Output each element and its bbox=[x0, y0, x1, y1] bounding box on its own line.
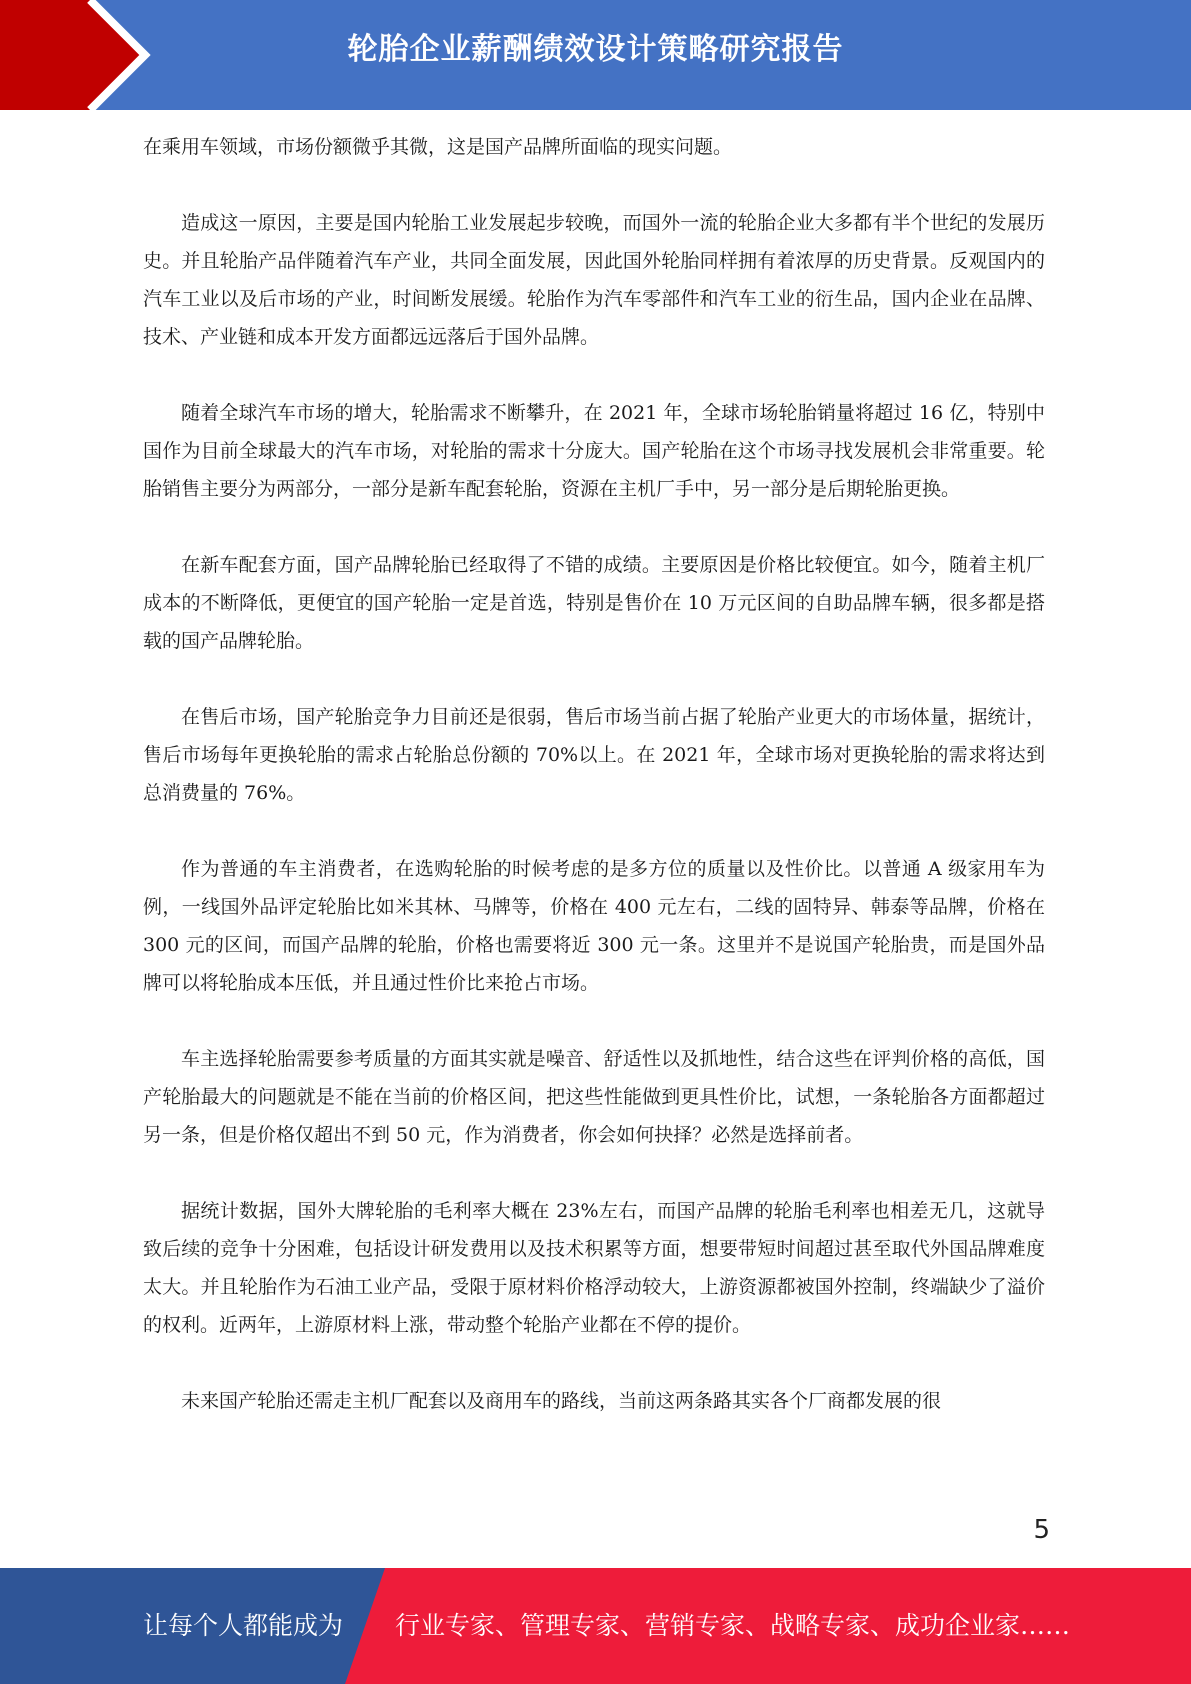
paragraph: 在新车配套方面，国产品牌轮胎已经取得了不错的成绩。主要原因是价格比较便宜。如今，随着主机厂成本的不断降低，更便宜的国产轮胎一定是首选，特别是售价在 10 万元区间的自助品牌车辆，很多都是搭载的国产品牌轮胎。 bbox=[143, 554, 1045, 652]
footer-slogan-right: 行业专家、管理专家、营销专家、战略专家、成功企业家…… bbox=[395, 1611, 1071, 1640]
body-text bbox=[143, 128, 1045, 1458]
document-title: 轮胎企业薪酬绩效设计策略研究报告 bbox=[347, 32, 844, 67]
page-number: 5 bbox=[1033, 1515, 1050, 1545]
paragraph: 车主选择轮胎需要参考质量的方面其实就是噪音、舒适性以及抓地性，结合这些在评判价格的高低，国产轮胎最大的问题就是不能在当前的价格区间，把这些性能做到更具性价比，试想，一条轮胎各方面都超过另一条，但是价格仅超出不到 50 元，作为消费者，你会如何抉择？必然是选择前者。 bbox=[143, 1048, 1045, 1146]
paragraph: 随着全球汽车市场的增大，轮胎需求不断攀升，在 2021 年，全球市场轮胎销量将超过 16 亿，特别中国作为目前全球最大的汽车市场，对轮胎的需求十分庞大。国产轮胎在这个市场寻找发展机会非常重要。轮胎销售主要分为两部分，一部分是新车配套轮胎，资源在主机厂手中，另一部分是后期轮胎更换。 bbox=[143, 402, 1045, 500]
paragraph: 据统计数据，国外大牌轮胎的毛利率大概在 23%左右，而国产品牌的轮胎毛利率也相差无几，这就导致后续的竞争十分困难，包括设计研发费用以及技术积累等方面，想要带短时间超过甚至取代外国品牌难度太大。并且轮胎作为石油工业产品，受限于原材料价格浮动较大，上游资源都被国外控制，终端缺少了溢价的权利。近两年，上游原材料上涨，带动整个轮胎产业都在不停的提价。 bbox=[143, 1200, 1045, 1336]
footer-slogan-left: 让每个人都能成为 bbox=[143, 1611, 344, 1640]
paragraph: 在乘用车领域，市场份额微乎其微，这是国产品牌所面临的现实问题。 bbox=[143, 136, 733, 158]
paragraph: 造成这一原因，主要是国内轮胎工业发展起步较晚，而国外一流的轮胎企业大多都有半个世纪的发展历史。并且轮胎产品伴随着汽车产业，共同全面发展，因此国外轮胎同样拥有着浓厚的历史背景。反观国内的汽车工业以及后市场的产业，时间断发展缓。轮胎作为汽车零部件和汽车工业的衍生品，国内企业在品牌、技术、产业链和成本开发方面都远远落后于国外品牌。 bbox=[143, 212, 1045, 348]
page-header bbox=[0, 0, 1191, 110]
page-footer bbox=[0, 1568, 1191, 1684]
paragraph: 作为普通的车主消费者，在选购轮胎的时候考虑的是多方位的质量以及性价比。以普通 A 级家用车为例，一线国外品评定轮胎比如米其林、马牌等，价格在 400 元左右，二线的固特异、韩泰等品牌，价格在 300 元的区间，而国产品牌的轮胎，价格也需要将近 300 元一条。这里并不是说国产轮胎贵，而是国外品牌可以将轮胎成本压低，并且通过性价比来抢占市场。 bbox=[143, 858, 1045, 994]
paragraph: 在售后市场，国产轮胎竞争力目前还是很弱，售后市场当前占据了轮胎产业更大的市场体量，据统计，售后市场每年更换轮胎的需求占轮胎总份额的 70%以上。在 2021 年，全球市场对更换轮胎的需求将达到总消费量的 76%。 bbox=[143, 706, 1045, 804]
paragraph: 未来国产轮胎还需走主机厂配套以及商用车的路线，当前这两条路其实各个厂商都发展的很 bbox=[181, 1390, 942, 1412]
